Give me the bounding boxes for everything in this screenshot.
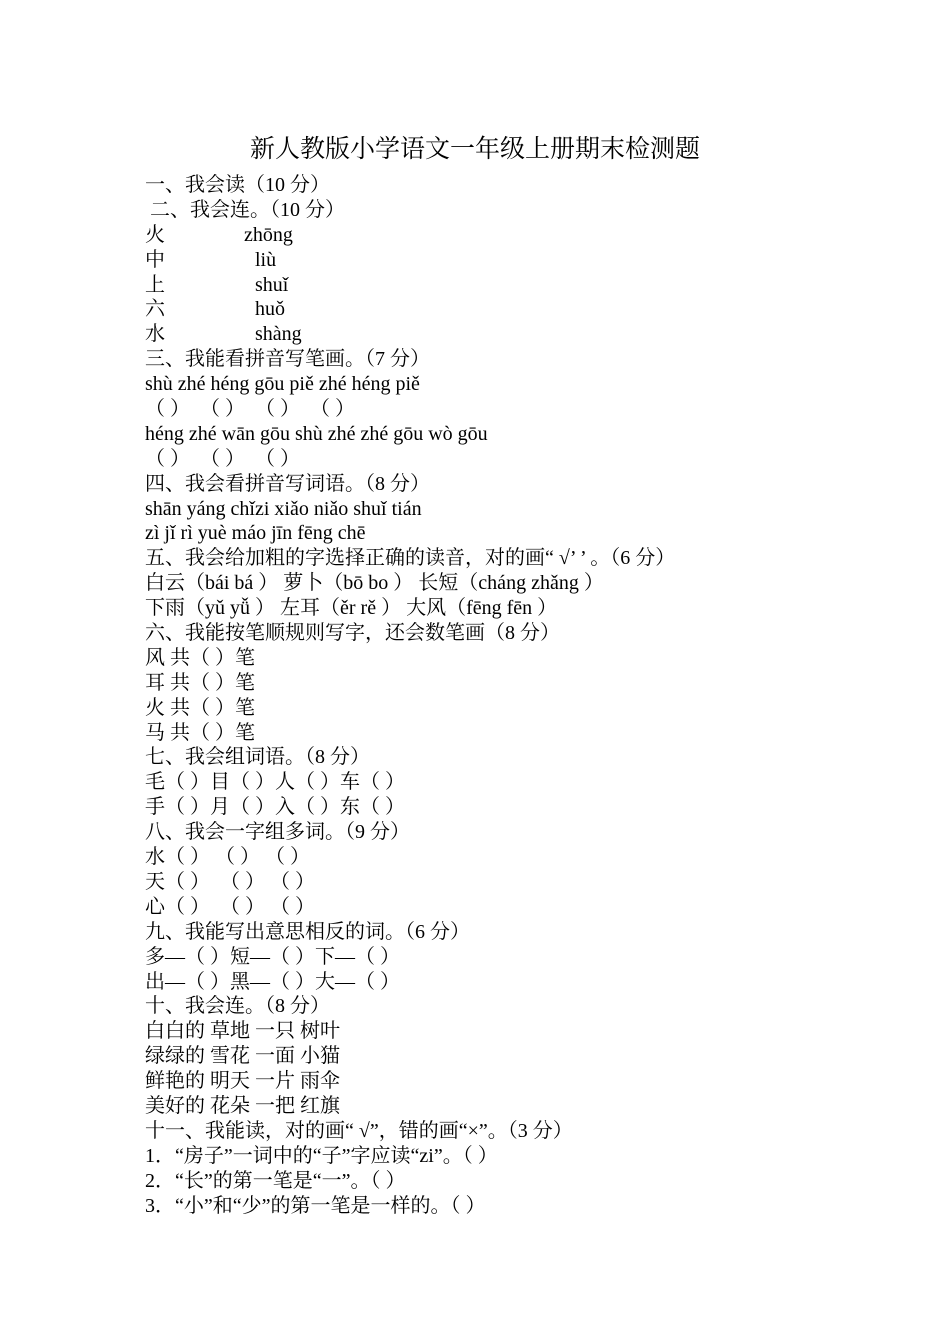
section-9-heading: 九、我能写出意思相反的词。（6 分） (145, 920, 470, 943)
section-2-heading: 二、我会连。（10 分） (145, 198, 345, 221)
match-pair (145, 223, 935, 248)
match-words-line: 鲜艳的 明天 一片 雨伞 (145, 1070, 340, 1093)
stroke-count-line: 耳 共（ ）笔 (145, 671, 255, 694)
match-words-line: 白白的 草地 一只 树叶 (145, 1020, 340, 1043)
answer-blanks: （ ） （ ） （ ） (145, 447, 300, 470)
match-pinyin: zhōng (244, 223, 293, 246)
match-char: 中 (145, 248, 165, 271)
multi-word-line: 水（ ） （ ） （ ） (145, 846, 310, 869)
section-7-heading: 七、我会组词语。（8 分） (145, 746, 370, 769)
section-3-heading: 三、我能看拼音写笔画。（7 分） (145, 348, 430, 371)
page-title: 新人教版小学语文一年级上册期末检测题 (249, 134, 700, 163)
section-11-heading: 十一、我能读，对的画“ √”，错的画“×”。（3 分） (145, 1119, 573, 1142)
multi-word-line: 天（ ） （ ） （ ） (145, 870, 315, 893)
true-false-item: 2．“长”的第一笔是“一”。（ ） (145, 1169, 406, 1192)
stroke-count-line: 风 共（ ）笔 (145, 646, 255, 669)
match-pinyin: shàng (255, 323, 302, 346)
match-char: 水 (145, 323, 165, 346)
pinyin-line: shù zhé héng gōu piě zhé héng piě (145, 373, 420, 396)
match-pair (145, 297, 935, 322)
pinyin-line: shān yáng chǐzi xiǎo niǎo shuǐ tián (145, 497, 422, 520)
multi-word-line: 心（ ） （ ） （ ） (145, 895, 315, 918)
section-6-heading: 六、我能按笔顺规则写字，还会数笔画（8 分） (145, 622, 560, 645)
pinyin-line: héng zhé wān gōu shù zhé zhé gōu wò gōu (145, 422, 488, 445)
word-building-line: 手（ ）月（ ）入（ ）东（ ） (145, 796, 405, 819)
word-building-line: 毛（ ）目（ ）人（ ）车（ ） (145, 771, 405, 794)
stroke-count-line: 火 共（ ）笔 (145, 696, 255, 719)
match-pinyin: liù (255, 248, 277, 271)
section-10-heading: 十、我会连。（8 分） (145, 995, 330, 1018)
section-5-heading: 五、我会给加粗的字选择正确的读音，对的画“ √’ ’ 。（6 分） (145, 547, 676, 570)
section-8-heading: 八、我会一字组多词。（9 分） (145, 821, 410, 844)
reading-choice-line: 下雨（yǔ yǚ ） 左耳（ěr rě ） 大风（fēng fēn ） (145, 597, 558, 620)
section-4-heading: 四、我会看拼音写词语。（8 分） (145, 472, 430, 495)
antonym-line: 出—（ ）黑—（ ）大—（ ） (145, 970, 400, 993)
match-char: 上 (145, 273, 165, 296)
stroke-count-line: 马 共（ ）笔 (145, 721, 255, 744)
true-false-item: 1．“房子”一词中的“子”字应读“zi”。（ ） (145, 1144, 498, 1167)
match-pair (145, 322, 935, 347)
match-char: 六 (145, 298, 165, 321)
match-pair (145, 248, 935, 273)
exam-body (145, 173, 935, 1218)
match-char: 火 (145, 223, 165, 246)
match-words-line: 美好的 花朵 一把 红旗 (145, 1094, 340, 1117)
answer-blanks: （ ） （ ） （ ） （ ） (145, 398, 355, 421)
match-words-line: 绿绿的 雪花 一面 小猫 (145, 1045, 340, 1068)
section-1-heading: 一、我会读（10 分） (145, 174, 330, 196)
pinyin-line: zì jǐ rì yuè máo jīn fēng chē (145, 522, 366, 545)
match-pair (145, 273, 935, 298)
match-pinyin: huǒ (255, 298, 285, 321)
antonym-line: 多—（ ）短—（ ）下—（ ） (145, 945, 400, 968)
reading-choice-line: 白云（bái bá ） 萝卜（bō bo ） 长短（cháng zhǎng ） (145, 572, 604, 595)
true-false-item: 3．“小”和“少”的第一笔是一样的。（ ） (145, 1194, 486, 1217)
match-pinyin: shuǐ (255, 273, 289, 296)
